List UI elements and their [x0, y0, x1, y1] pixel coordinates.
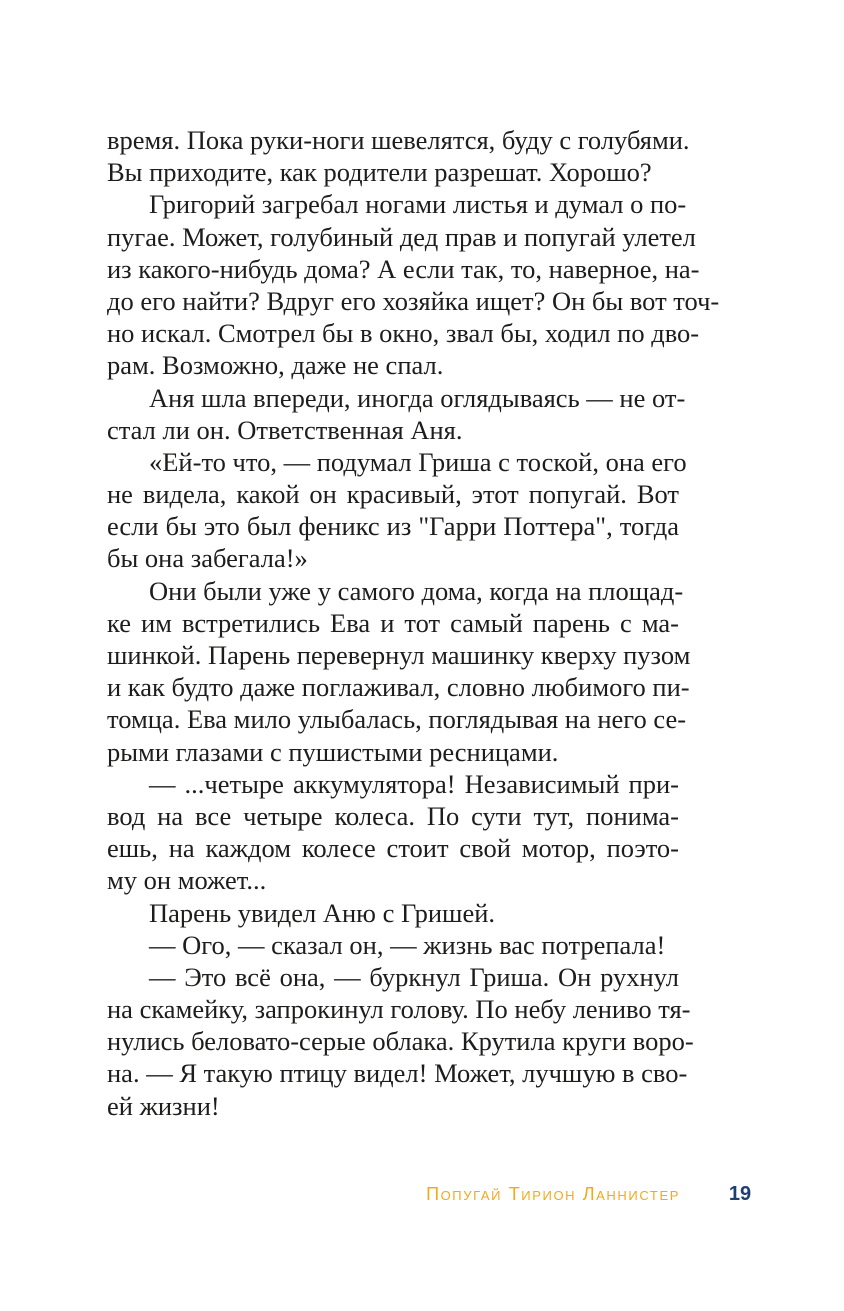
- text-line: ке им встретились Ева и тот самый парень с ма-: [107, 607, 679, 638]
- text-line: на скамейку, запрокинул голову. По небу лениво тя-: [107, 994, 691, 1025]
- text-line: Они были уже у самого дома, когда на площад-: [149, 575, 684, 606]
- text-line: — Это всё она, — буркнул Гриша. Он рухнул: [149, 961, 679, 992]
- text-line: вод на все четыре колеса. По сути тут, понима-: [107, 800, 679, 831]
- text-line: нулись беловато-серые облака. Крутила круги воро-: [107, 1026, 694, 1057]
- text-line: до его найти? Вдруг его хозяйка ищет? Он бы вот точ-: [107, 285, 720, 316]
- text-line: ешь, на каждом колесе стоит свой мотор, поэто-: [107, 833, 679, 864]
- text-line: Вы приходите, как родители разрешат. Хорошо?: [107, 157, 652, 188]
- text-line: томца. Ева мило улыбалась, поглядывая на него се-: [107, 704, 687, 735]
- page-number: 19: [728, 1183, 752, 1205]
- text-line: на. — Я такую птицу видел! Может, лучшую в сво-: [107, 1058, 688, 1089]
- text-line: бы она забегала!»: [107, 543, 308, 574]
- text-line: из какого-нибудь дома? А если так, то, наверное, на-: [107, 253, 700, 284]
- text-line: «Ей-то что, — подумал Гриша с тоской, она его: [149, 446, 687, 477]
- text-line: шинкой. Парень перевернул машинку кверху пузом: [107, 640, 691, 670]
- text-line: — Ого, — сказал он, — жизнь вас потрепала!: [149, 929, 666, 960]
- text-line: рыми глазами с пушистыми ресницами.: [107, 736, 559, 767]
- text-line: Парень увидел Аню с Гришей.: [149, 897, 496, 928]
- text-line: не видела, какой он красивый, этот попугай. Вот: [107, 479, 679, 510]
- text-line: время. Пока руки-ноги шевелятся, буду с голубями.: [107, 125, 690, 155]
- text-line: стал ли он. Ответственная Аня.: [107, 414, 463, 445]
- body-text: [107, 124, 720, 1122]
- running-footer-title: Попугай Тирион Ланнистер: [426, 1184, 680, 1204]
- text-line: му он может...: [107, 865, 267, 896]
- text-line: если бы это был феникс из "Гарри Поттера", тогда: [107, 511, 679, 542]
- text-line: Григорий загребал ногами листья и думал о по-: [149, 189, 687, 220]
- text-line: но искал. Смотрел бы в окно, звал бы, ходил по дво-: [107, 318, 700, 349]
- text-line: рам. Возможно, даже не спал.: [107, 350, 444, 381]
- text-line: Аня шла впереди, иногда оглядываясь — не от-: [149, 382, 686, 413]
- text-line: пугае. Может, голубиный дед прав и попугай улетел: [107, 221, 696, 252]
- text-line: и как будто даже поглаживал, словно любимого пи-: [107, 672, 690, 703]
- text-line: — ...четыре аккумулятора! Независимый при-: [149, 768, 679, 799]
- text-line: ей жизни!: [107, 1090, 220, 1121]
